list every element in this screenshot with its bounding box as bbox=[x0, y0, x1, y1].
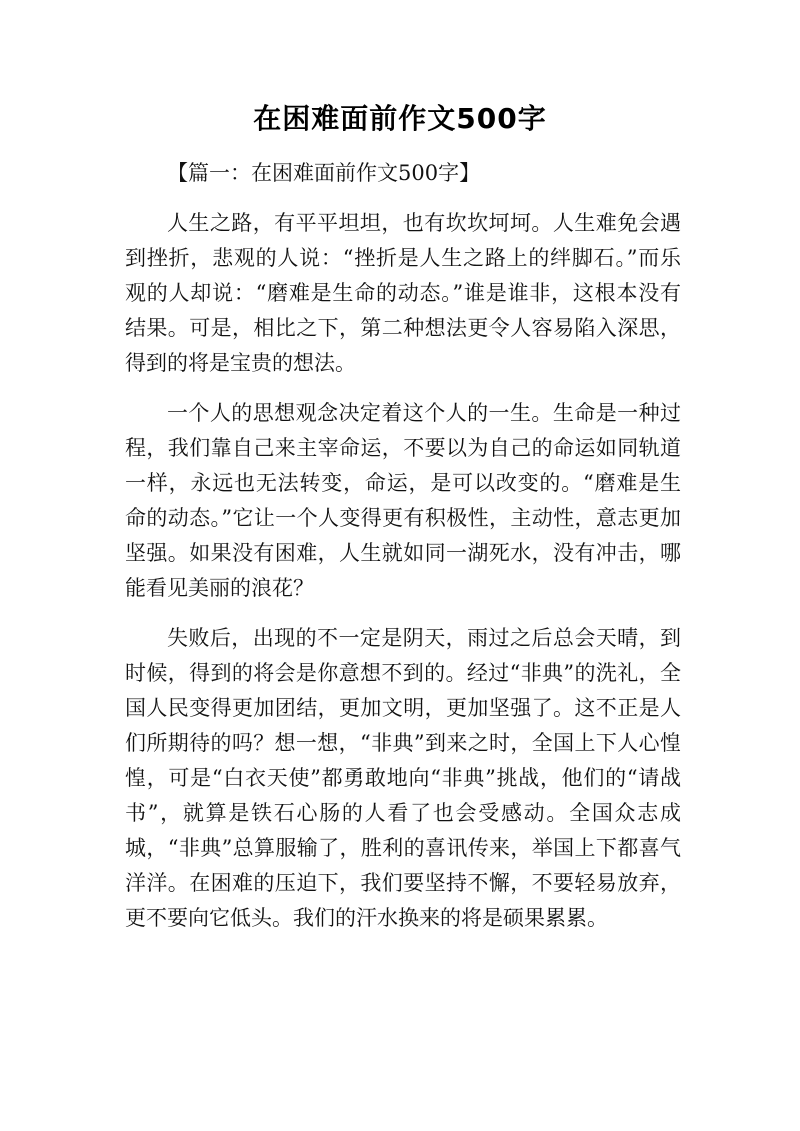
document-body bbox=[125, 156, 681, 936]
section-heading: 【篇一：在困难面前作文500字】 bbox=[167, 161, 481, 185]
paragraph-2: 一个人的思想观念决定着这个人的一生。生命是一种过程，我们靠自己来主宰命运，不要以为自己的命运如同轨道一样，永远也无法转变，命运，是可以改变的。“磨难是生命的动态。”它让一个人变得更有积极性，主动性，意志更加坚强。如果没有困难，人生就如同一湖死水，没有冲击，哪能看见美丽的浪花？ bbox=[125, 401, 681, 600]
paragraph-3: 失败后，出现的不一定是阴天，雨过之后总会天晴，到时候，得到的将会是你意想不到的。经过“非典”的洗礼，全国人民变得更加团结，更加文明，更加坚强了。这不正是人们所期待的吗？想一想，“非典”到来之时，全国上下人心惶惶，可是“白衣天使”都勇敢地向“非典”挑战，他们的“请战书”，就算是铁石心肠的人看了也会受感动。全国众志成城，“非典”总算服输了，胜利的喜讯传来，举国上下都喜气洋洋。在困难的压迫下，我们要坚持不懈，不要轻易放弃，更不要向它低头。我们的汗水换来的将是硕果累累。 bbox=[125, 626, 681, 930]
paragraph-1: 人生之路，有平平坦坦，也有坎坎坷坷。人生难免会遇到挫折，悲观的人说：“挫折是人生之路上的绊脚石。”而乐观的人却说：“磨难是生命的动态。”谁是谁非，这根本没有结果。可是，相比之下，第二种想法更令人容易陷入深思，得到的将是宝贵的想法。 bbox=[125, 211, 681, 375]
document-title: 在困难面前作文500字 bbox=[253, 102, 547, 135]
